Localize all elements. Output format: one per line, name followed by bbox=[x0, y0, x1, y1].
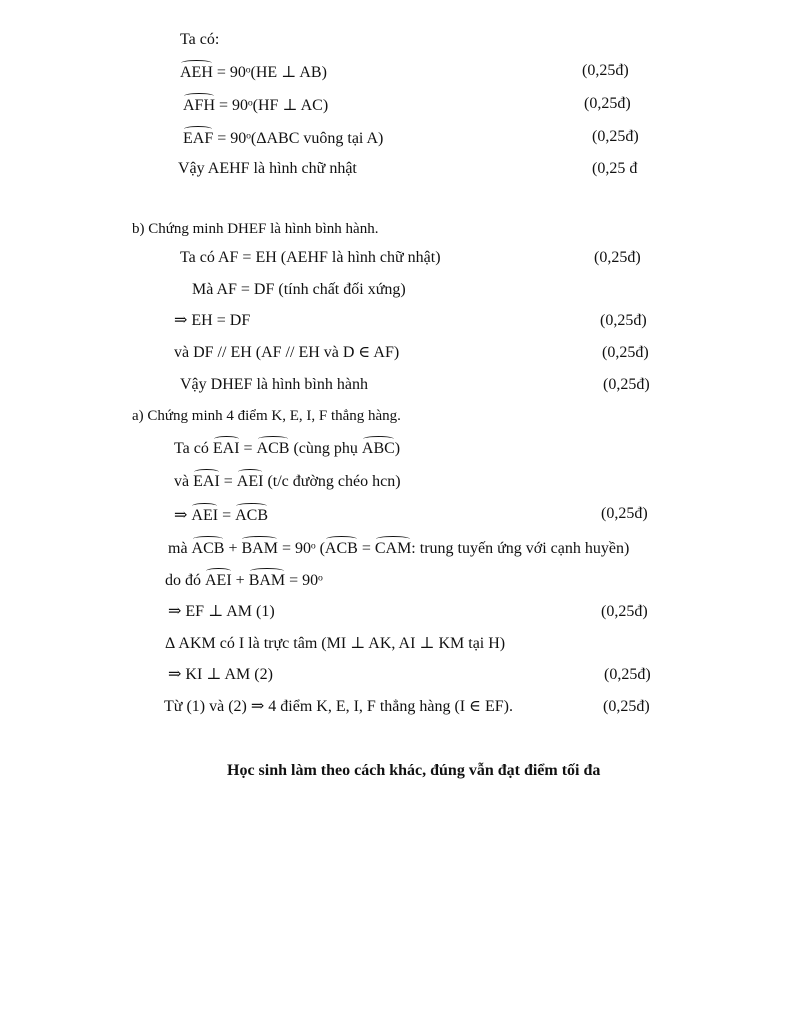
proof-line: và DF // EH (AF // EH và D ∈ AF) bbox=[174, 344, 400, 361]
score-label: (0,25đ) bbox=[594, 249, 641, 266]
proof-text: + bbox=[231, 572, 249, 589]
score-label: (0,25đ) bbox=[584, 95, 631, 112]
proof-text: = bbox=[219, 473, 237, 490]
proof-line: ⇒ EH = DF bbox=[174, 312, 251, 329]
angle-acb: ACB bbox=[325, 537, 358, 559]
angle-aei: AEI bbox=[191, 504, 218, 526]
score-label: (0,25đ) bbox=[601, 603, 648, 620]
proof-line bbox=[168, 537, 629, 559]
section-heading-c: a) Chứng minh 4 điểm K, E, I, F thẳng hàng. bbox=[132, 408, 401, 424]
score-label: (0,25 đ bbox=[592, 160, 638, 177]
angle-afh: AFH bbox=[183, 94, 215, 116]
proof-line: Mà AF = DF (tính chất đối xứng) bbox=[192, 281, 406, 298]
proof-text: (t/c đường chéo hcn) bbox=[263, 473, 401, 490]
angle-acb: ACB bbox=[257, 437, 290, 459]
angle-aei: AEI bbox=[237, 470, 264, 492]
proof-text: = 90ᵒ(HF ⊥ AC) bbox=[215, 97, 329, 114]
proof-text: = 90ᵒ ( bbox=[277, 540, 325, 557]
proof-line bbox=[165, 569, 323, 591]
proof-text: = bbox=[218, 507, 236, 524]
proof-text: mà bbox=[168, 540, 192, 557]
intro-text: Ta có: bbox=[180, 31, 220, 48]
footer-note: Học sinh làm theo cách khác, đúng vẫn đạt điểm tối đa bbox=[227, 762, 601, 779]
score-label: (0,25đ) bbox=[601, 505, 648, 522]
score-label: (0,25đ) bbox=[604, 666, 651, 683]
proof-line-eaf bbox=[183, 127, 383, 149]
angle-bam: BAM bbox=[241, 537, 277, 559]
proof-line-aeh bbox=[180, 61, 327, 83]
section-heading-b: b) Chứng minh DHEF là hình bình hành. bbox=[132, 221, 379, 237]
score-label: (0,25đ) bbox=[603, 698, 650, 715]
proof-line: ⇒ EF ⊥ AM (1) bbox=[168, 603, 275, 620]
score-label: (0,25đ) bbox=[592, 128, 639, 145]
angle-abc: ABC bbox=[362, 437, 395, 459]
proof-text: Ta có bbox=[174, 440, 213, 457]
proof-text: ⇒ bbox=[174, 507, 192, 524]
proof-line bbox=[174, 504, 268, 526]
conclusion-parallelogram: Vậy DHEF là hình bình hành bbox=[180, 376, 368, 393]
proof-text: và bbox=[174, 473, 194, 490]
proof-line bbox=[174, 470, 401, 492]
proof-text: + bbox=[224, 540, 242, 557]
angle-acb: ACB bbox=[192, 537, 225, 559]
angle-eai: EAI bbox=[213, 437, 240, 459]
proof-line-afh bbox=[183, 94, 328, 116]
proof-text: = bbox=[239, 440, 257, 457]
angle-acb: ACB bbox=[235, 504, 268, 526]
proof-line bbox=[174, 437, 400, 459]
proof-text: = bbox=[357, 540, 375, 557]
proof-text: = 90ᵒ(ΔABC vuông tại A) bbox=[213, 130, 384, 147]
proof-text: (cùng phụ bbox=[289, 440, 362, 457]
score-label: (0,25đ) bbox=[582, 62, 629, 79]
angle-eai: EAI bbox=[193, 470, 220, 492]
proof-text: = 90ᵒ bbox=[285, 572, 323, 589]
conclusion-rectangle: Vậy AEHF là hình chữ nhật bbox=[178, 160, 357, 177]
proof-text: do đó bbox=[165, 572, 205, 589]
score-label: (0,25đ) bbox=[603, 376, 650, 393]
proof-line: Ta có AF = EH (AEHF là hình chữ nhật) bbox=[180, 249, 441, 266]
proof-line: ⇒ KI ⊥ AM (2) bbox=[168, 666, 273, 683]
score-label: (0,25đ) bbox=[600, 312, 647, 329]
angle-cam: CAM bbox=[375, 537, 411, 559]
angle-aeh: AEH bbox=[180, 61, 213, 83]
score-label: (0,25đ) bbox=[602, 344, 649, 361]
proof-text: = 90ᵒ(HE ⊥ AB) bbox=[212, 64, 327, 81]
angle-aei: AEI bbox=[205, 569, 232, 591]
proof-line: Δ AKM có I là trực tâm (MI ⊥ AK, AI ⊥ KM tại H) bbox=[165, 635, 506, 652]
proof-text: : trung tuyến ứng với cạnh huyền) bbox=[411, 540, 630, 557]
proof-line: Từ (1) và (2) ⇒ 4 điểm K, E, I, F thẳng hàng (I ∈ EF). bbox=[164, 698, 513, 715]
angle-bam: BAM bbox=[249, 569, 285, 591]
angle-eaf: EAF bbox=[183, 127, 213, 149]
proof-text: ) bbox=[394, 440, 401, 457]
